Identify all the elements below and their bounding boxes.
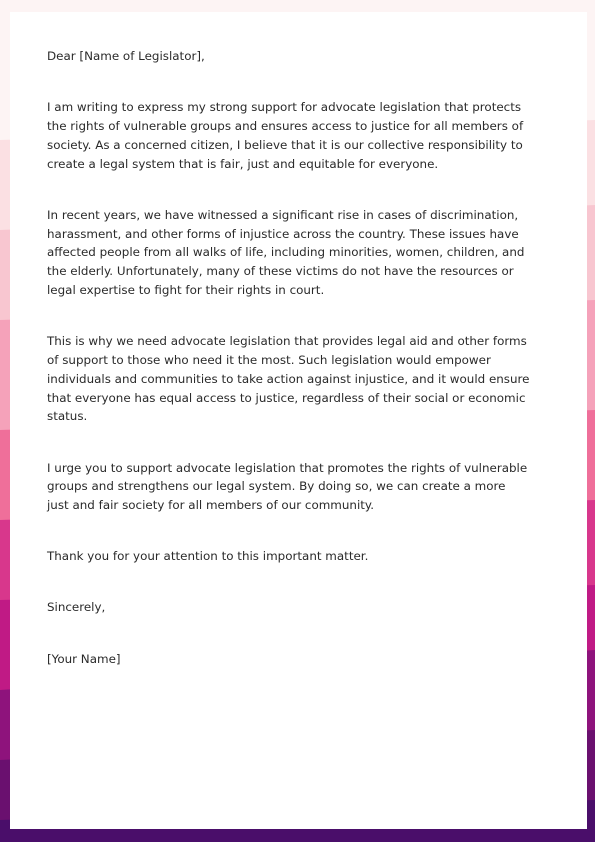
letter-body — [47, 47, 530, 668]
paragraph-urge-support: I urge you to support advocate legislation that promotes the rights of vulnerable groups and strengthens our legal system. By doing so, we can create a more just and fair society for all members of our community. — [47, 460, 528, 513]
salutation: Dear [Name of Legislator], — [47, 49, 205, 63]
paragraph-recent-years: In recent years, we have witnessed a significant rise in cases of discrimination, harassment, and other forms of injustice across the country. These issues have affected people from all walks of life, including minorities, women, children, and the elderly. Unfortunately, many of these victims do not have the resources or legal expertise to fight for their rights in court. — [47, 207, 525, 297]
paragraph-thank-you: Thank you for your attention to this important matter. — [47, 549, 369, 564]
closing: Sincerely, — [47, 600, 106, 615]
paragraph-support: I am writing to express my strong support for advocate legislation that protects the rights of vulnerable groups and ensures access to justice for all members of society. As a concerned citizen, I believe that it is our collective responsibility to create a legal system that is fair, just and equitable for everyone. — [47, 100, 524, 171]
signature: [Your Name] — [47, 651, 121, 666]
paragraph-need-legislation: This is why we need advocate legislation that provides legal aid and other forms of support to those who need it the most. Such legislation would empower individuals and communities to take action against injustice, and it would ensure that everyone has equal access to justice, regardless of their social or economic status. — [47, 334, 530, 424]
